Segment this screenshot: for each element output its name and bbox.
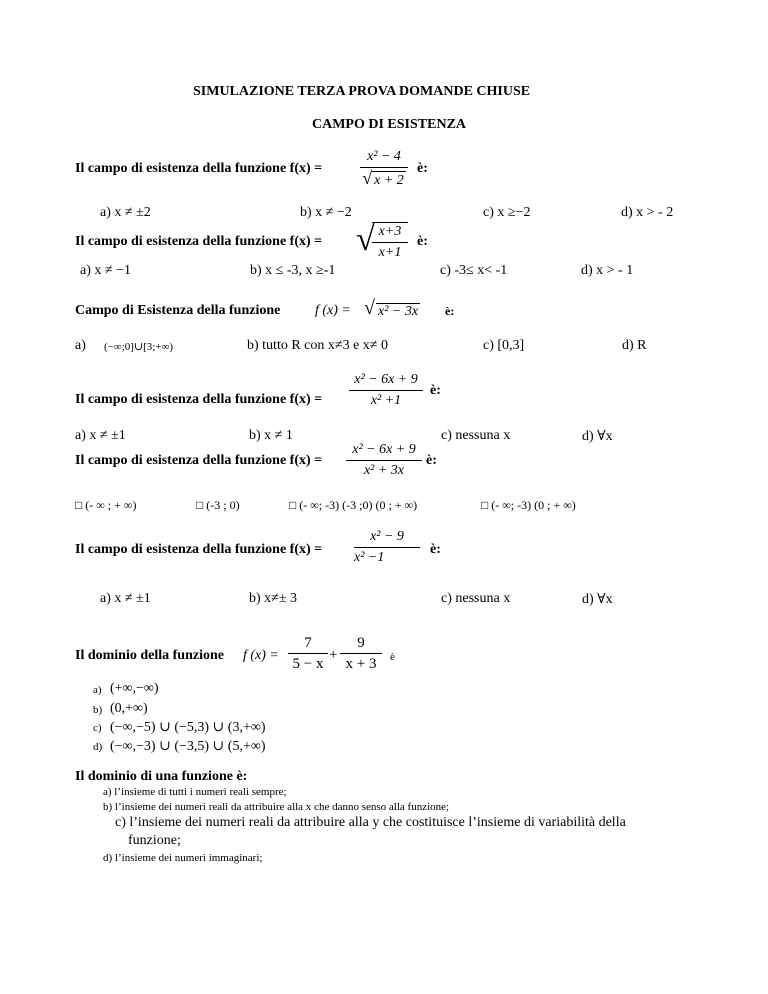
question-6-option-d[interactable]: d) ∀x	[582, 592, 613, 607]
question-6-option-c[interactable]: c) nessuna x	[441, 591, 511, 606]
question-6-prefix: Il campo di esistenza della funzione f(x) =	[75, 542, 323, 557]
question-2-option-a[interactable]: a) x ≠ −1	[80, 263, 131, 278]
question-8-option-d[interactable]: d) l’insieme dei numeri immaginari;	[103, 852, 263, 864]
question-4-numerator: x² − 6x + 9	[354, 372, 418, 387]
question-2-option-c[interactable]: c) -3≤ x< -1	[440, 263, 508, 278]
question-4-fraction	[349, 371, 423, 410]
question-5-option-a[interactable]: □ (- ∞ ; + ∞)	[75, 498, 137, 512]
question-4-suffix: è:	[430, 383, 441, 398]
question-2-option-b[interactable]: b) x ≤ -3, x ≥-1	[250, 263, 336, 278]
question-5-option-c[interactable]: □ (- ∞; -3) (-3 ;0) (0 ; + ∞)	[289, 498, 418, 512]
sqrt-icon: √	[364, 297, 375, 319]
question-3-prefix: Campo di Esistenza della funzione	[75, 303, 281, 318]
question-7-fraction-2	[340, 634, 382, 673]
question-7-option-b-label: b)	[93, 704, 103, 716]
page-title: SIMULAZIONE TERZA PROVA DOMANDE CHIUSE	[193, 84, 531, 99]
question-7-plus: +	[329, 647, 338, 663]
question-6-option-a[interactable]: a) x ≠ ±1	[100, 591, 151, 606]
sqrt-icon: √	[356, 221, 375, 258]
question-8-prefix: Il dominio di una funzione è:	[75, 769, 248, 784]
question-1-option-d[interactable]: d) x > - 2	[621, 205, 674, 220]
question-2-suffix: è:	[417, 234, 428, 249]
question-7-numerator-2: 9	[357, 635, 365, 651]
question-7-fraction-1	[288, 634, 328, 673]
question-6-fraction	[354, 528, 420, 567]
question-4-prefix: Il campo di esistenza della funzione f(x) =	[75, 392, 323, 407]
question-3-function: f (x) =	[315, 303, 351, 318]
question-8-option-c-continued: funzione;	[128, 833, 181, 848]
question-4-option-a[interactable]: a) x ≠ ±1	[75, 428, 126, 443]
question-1-option-b[interactable]: b) x ≠ −2	[300, 205, 352, 220]
question-7-option-c-label: c)	[93, 722, 102, 734]
question-1-option-a[interactable]: a) x ≠ ±2	[100, 205, 151, 220]
question-7-denominator-1: 5 − x	[292, 656, 324, 672]
question-7-numerator-1: 7	[304, 635, 312, 651]
question-2-denominator: x+1	[378, 245, 402, 260]
question-7-option-b[interactable]: (0,+∞)	[110, 701, 148, 716]
question-1-option-c[interactable]: c) x ≥−2	[483, 205, 531, 220]
question-4-option-b[interactable]: b) x ≠ 1	[249, 428, 293, 443]
question-5-option-b[interactable]: □ (-3 ; 0)	[196, 498, 240, 512]
question-1-fraction: x² − 4 √ x + 2	[360, 148, 408, 190]
question-6-denominator: x² −1	[354, 550, 385, 565]
question-5-option-d[interactable]: □ (- ∞; -3) (0 ; + ∞)	[481, 498, 576, 512]
page-subtitle: CAMPO DI ESISTENZA	[312, 117, 467, 132]
question-5-fraction	[346, 441, 422, 480]
question-1-denominator: x + 2	[374, 173, 404, 188]
question-4-denominator: x² +1	[370, 393, 402, 408]
question-7-suffix: è	[390, 651, 395, 663]
question-6-suffix: è:	[430, 542, 441, 557]
question-5-denominator: x² + 3x	[363, 463, 405, 478]
question-3-option-d[interactable]: d) R	[622, 338, 647, 353]
question-4-option-c[interactable]: c) nessuna x	[441, 428, 511, 443]
question-3-suffix: è:	[445, 304, 455, 318]
question-1-suffix: è:	[417, 161, 428, 176]
question-4-option-d[interactable]: d) ∀x	[582, 429, 613, 444]
question-3-option-a-label: a)	[75, 338, 86, 353]
question-7-prefix: Il dominio della funzione	[75, 648, 224, 663]
question-3-option-a[interactable]: (−∞;0]∪[3;+∞)	[104, 341, 174, 353]
question-7-option-c[interactable]: (−∞,−5) ∪ (−5,3) ∪ (3,+∞)	[110, 720, 266, 735]
question-1-prefix: Il campo di esistenza della funzione f(x) =	[75, 161, 323, 176]
question-7-option-d[interactable]: (−∞,−3) ∪ (−3,5) ∪ (5,+∞)	[110, 739, 266, 754]
question-2-fraction	[372, 222, 408, 262]
question-6-option-b[interactable]: b) x≠± 3	[249, 591, 298, 606]
question-3-radicand: x² − 3x	[378, 304, 419, 319]
question-5-prefix: Il campo di esistenza della funzione f(x) =	[75, 453, 323, 468]
question-5-numerator: x² − 6x + 9	[352, 442, 416, 457]
question-7-option-a-label: a)	[93, 684, 102, 696]
question-8-option-c[interactable]: c) l’insieme dei numeri reali da attribuire alla y che costituisce l’insieme di variabilità della	[115, 815, 626, 830]
question-7-denominator-2: x + 3	[345, 656, 377, 672]
question-7-option-d-label: d)	[93, 741, 103, 753]
question-7-function: f (x) =	[243, 648, 279, 663]
question-3-option-b[interactable]: b) tutto R con x≠3 e x≠ 0	[247, 338, 388, 353]
question-2-numerator: x+3	[378, 224, 402, 239]
question-5-suffix: è:	[426, 453, 437, 468]
question-6-numerator: x² − 9	[370, 529, 404, 544]
question-8-option-a[interactable]: a) l’insieme di tutti i numeri reali sempre;	[103, 786, 287, 798]
question-2-prefix: Il campo di esistenza della funzione f(x) =	[75, 234, 323, 249]
question-7-option-a[interactable]: (+∞,−∞)	[110, 681, 159, 696]
question-2-option-d[interactable]: d) x > - 1	[581, 263, 634, 278]
question-3-option-c[interactable]: c) [0,3]	[483, 338, 525, 353]
question-8-option-b[interactable]: b) l’insieme dei numeri reali da attribuire alla x che danno senso alla funzione;	[103, 801, 450, 813]
question-1-numerator: x² − 4	[367, 149, 401, 164]
